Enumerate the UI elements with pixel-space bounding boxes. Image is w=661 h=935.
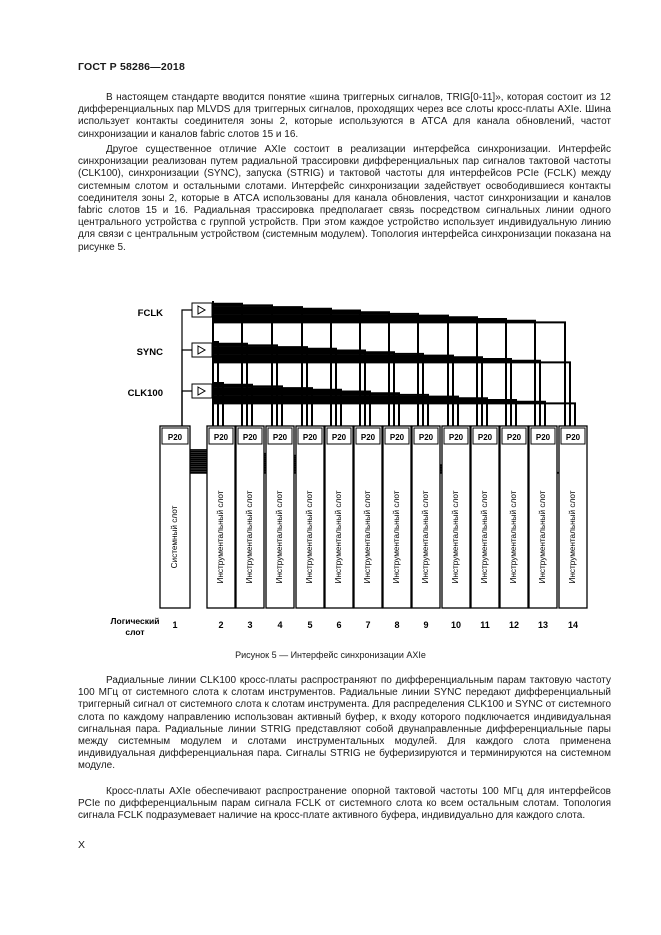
paragraph-3: Радиальные линии CLK100 кросс-платы распространяют по дифференциальным парам тактовую частоту 100 МГц от системного слота к слотам инструментов. Радиальные линии SYNC передают дифференциальный триггерный сигнал от системного слота к слотам инструмента. Для распределения CLK100 и SYNC от системного слота по каждому направлению использован активный буфер, к входу которого подключается индивидуальная сигнальная пара. Радиальные линии STRIG представляют собой двунаправленные дифференциальные пары между системным модулем и слотами инструментальных модулей. Для каждого слота применена индивидуальная дифференциальная пара. Сигналы STRIG не буферизируются и терминируются на системном модуле. [78, 675, 611, 772]
p20-connector-label: P20 [242, 433, 258, 442]
instrument-slot [529, 426, 557, 630]
slot-name-label: Инструментальный слот [305, 490, 315, 584]
slot-number: 3 [247, 620, 253, 630]
p20-connector-label: P20 [272, 433, 288, 442]
slot-name-label: Инструментальный слот [216, 490, 226, 584]
instrument-slot [412, 426, 440, 630]
buffers [192, 303, 212, 398]
slot-number: 5 [307, 620, 313, 630]
slot-name-label: Инструментальный слот [480, 490, 490, 584]
slot-number: 1 [172, 620, 178, 630]
slot-name-label: Инструментальный слот [509, 490, 519, 584]
slot-name-label: Инструментальный слот [275, 490, 285, 584]
slots [160, 426, 587, 630]
instrument-slot [500, 426, 528, 630]
p20-connector-label: P20 [389, 433, 405, 442]
slot-number: 2 [218, 620, 224, 630]
p20-connector-label: P20 [565, 433, 581, 442]
p20-connector-label: P20 [418, 433, 434, 442]
paragraph-1: В настоящем стандарте вводится понятие «шина триггерных сигналов, TRIG[0-11]», которая состоит из 12 дифференциальных пар MLVDS для триггерных сигналов, проходящих через все слоты кросс-платы AXIe. Шина использует контакты соединителя зоны 2, которые используются в ATCA для канала обновлений, частот синхронизации и каналов fabric слотов 15 и 16. [78, 92, 611, 140]
slot-name-label: Инструментальный слот [421, 490, 431, 584]
p20-connector-label: P20 [331, 433, 347, 442]
paragraph-2: Другое существенное отличие AXIe состоит в реализации интерфейса синхронизации. Интерфейс синхронизации реализован путем радиальной трассировки дифференциальных пар сигналов тактовой частоты (CLK100), синхронизации (SYNC), запуска (STRIG) и тактовой частоты для интерфейсов PCIe (FCLK) между системным слотом и остальными слотами. Интерфейс синхронизации задействует освободившиеся контакты соединителя зоны 2, которые в ATCA использованы для канала обновления, частот синхронизации и каналов fabric слотов 15 и 16. Радиальная трассировка предполагает связь посредством сигнальных линии одного центрального устройства с группой устройств. При этом каждое устройство использует индивидуальную линию для связи с центральным устройством (системным модулем). Топология интерфейса синхронизации показана на рисунке 5. [78, 144, 611, 253]
slot-number: 7 [365, 620, 371, 630]
clk100-buffer [192, 384, 212, 398]
p20-connector-label: P20 [448, 433, 464, 442]
slot-name-label: Инструментальный слот [538, 490, 548, 584]
signal-label-clk100: CLK100 [127, 388, 163, 399]
signal-label-sync: SYNC [136, 347, 163, 358]
slot-number: 12 [508, 620, 520, 630]
instrument-slot [207, 426, 235, 630]
p20-connector-label: P20 [167, 433, 183, 442]
slot-number: 4 [277, 620, 283, 630]
instrument-slot [442, 426, 470, 630]
slot-name-label: Инструментальный слот [334, 490, 344, 584]
slot-name-label: Инструментальный слот [451, 490, 461, 584]
slot-name-label: Системный слот [170, 505, 180, 569]
logical-slot-label-line2: слот [125, 627, 145, 637]
slot-name-label: Инструментальный слот [568, 490, 578, 584]
instrument-slot [236, 426, 264, 630]
slot-number: 14 [567, 620, 579, 630]
slot-number: 11 [480, 620, 490, 630]
p20-connector-label: P20 [213, 433, 229, 442]
figure-caption: Рисунок 5 — Интерфейс синхронизации AXIe [235, 650, 426, 660]
slot-number: 6 [336, 620, 342, 630]
p20-connector-label: P20 [477, 433, 493, 442]
instrument-slot [296, 426, 324, 630]
slot-name-label: Инструментальный слот [392, 490, 402, 584]
instrument-slot [383, 426, 411, 630]
instrument-slot [266, 426, 294, 630]
instrument-slot [354, 426, 382, 630]
slot-number: 8 [394, 620, 400, 630]
page-number: X [78, 839, 86, 851]
instrument-slot [325, 426, 353, 630]
p20-connector-label: P20 [302, 433, 318, 442]
p20-connector-label: P20 [535, 433, 551, 442]
slot-name-label: Инструментальный слот [245, 490, 255, 584]
instrument-slot [559, 426, 587, 630]
sync-buffer [192, 343, 212, 357]
p20-connector-label: P20 [506, 433, 522, 442]
slot-name-label: Инструментальный слот [363, 490, 373, 584]
slot-number: 13 [537, 620, 549, 630]
signal-label-fclk: FCLK [137, 308, 163, 319]
paragraph-4: Кросс-платы AXIe обеспечивают распространение опорной тактовой частоты 100 МГц для интерфейсов PCIe по дифференциальным парам сигнала FCLK от системного слота ко всем остальным слотам. Топология сигнала FCLK подразумевает наличие на кросс-плате активного буфера, индивидуально для каждого слота. [78, 786, 611, 822]
system-slot [160, 426, 190, 630]
fclk-buffer [192, 303, 212, 317]
logical-slot-label-line1: Логический [110, 616, 160, 626]
slot-number: 9 [423, 620, 429, 630]
p20-connector-label: P20 [360, 433, 376, 442]
instrument-slot [471, 426, 499, 630]
document-header: ГОСТ Р 58286—2018 [78, 61, 186, 73]
slot-number: 10 [450, 620, 462, 630]
